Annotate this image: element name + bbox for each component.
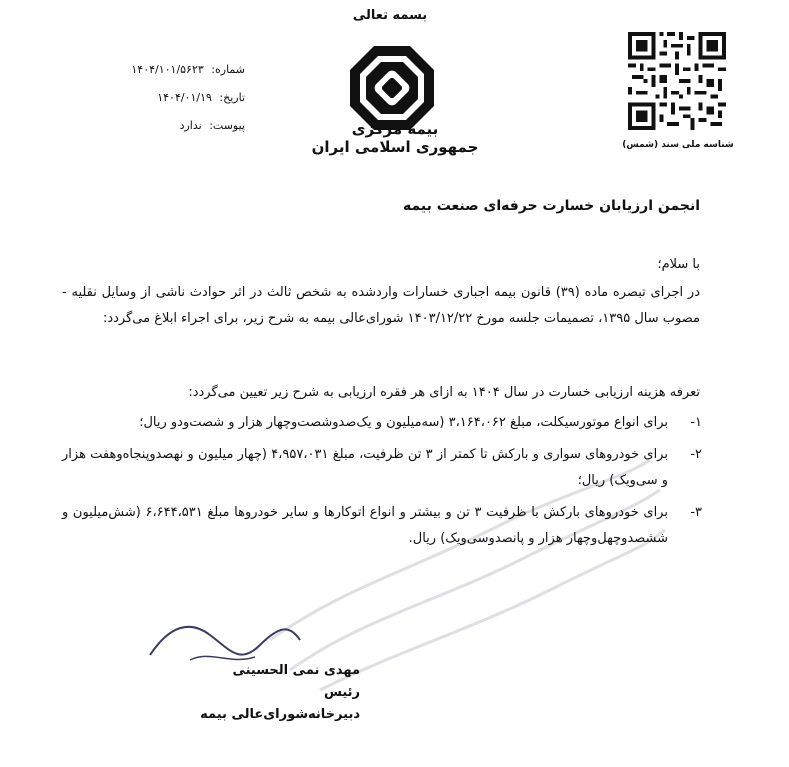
salutation: با سلام؛ [657,257,700,272]
list-item-text: برای خودروهای سواری و بارکش تا کمتر از ۳ تن ظرفیت، مبلغ ۴،۹۵۷،۰۳۱ (چهار میلیون و نهصدوپنجاه‌وهفت هزار و سی‌ویک) ریال؛ [62,447,668,488]
list-item-number: ۳- [690,505,702,520]
list-item [62,442,702,494]
signer-title: رئیس [323,685,360,700]
logo-wordmark [310,120,480,156]
paragraph-1: در اجرای تبصره ماده (۳۹) قانون بیمه اجباری خسارات واردشده به شخص ثالث در اثر حوادث ناشی از وسایل نقلیه - مصوب سال ۱۳۹۵، تصمیمات جلسه مورخ ۱۴۰۳/۱۲/۲۲ شورای‌عالی بیمه به شرح زیر، برای اجراء ابلاغ می‌گردد: [62,285,700,326]
qr-caption: شناسه ملی سند (شمس) [622,140,734,150]
paragraph-2: تعرفه هزینه ارزیابی خسارت در سال ۱۴۰۴ به ازای هر فقره ارزیابی به شرح زیر تعیین می‌گردد: [188,385,700,400]
signer-name: مهدی نمی الحسینی [232,663,360,678]
signer-position: دبیرخانه‌شورای‌عالی بیمه [200,707,360,722]
letter-number-label: شماره: [211,63,245,76]
recipient-title: انجمن ارزیابان خسارت حرفه‌ای صنعت بیمه [402,198,700,214]
list-item-text: برای خودروهای بارکش با ظرفیت ۳ تن و بیشتر و انواع اتوکارها و سایر خودروها مبلغ ۶،۶۴۴،۵۳۱ (شش‌میلیون و ششصدوچهل‌وچهار هزار و پانصدوسی‌ویک) ریال. [62,505,668,546]
list-item-number: ۲- [690,447,702,462]
letter-date-row [60,84,245,112]
tariff-list [62,410,702,558]
list-item [62,500,702,552]
logo-line-2: جمهوری اسلامی ایران [311,138,479,156]
letter-attachment-label: پیوست: [209,119,245,132]
logo-line-1: بیمه مرکزی [351,120,439,138]
letter-number-row [60,56,245,84]
letter-date-label: تاریخ: [219,91,245,104]
list-item-text: برای انواع موتورسیکلت، مبلغ ۳،۱۶۴،۰۶۲ (سه‌میلیون و یک‌صدوشصت‌وچهار هزار و شصت‌ودو ریال؛ [139,415,668,430]
letter-attachment-row [60,112,245,140]
list-item [62,410,702,436]
signer-block [120,660,360,726]
list-item-number: ۱- [690,415,702,430]
letter-number-value: ۱۴۰۴/۱۰۱/۵۶۲۳ [131,63,204,76]
letter-meta [60,56,245,140]
letter-date-value: ۱۴۰۴/۰۱/۱۹ [157,91,212,104]
bismillah-heading: بسمه تعالی [352,8,428,23]
qr-code-icon [628,32,726,130]
letter-attachment-value: ندارد [179,119,202,132]
